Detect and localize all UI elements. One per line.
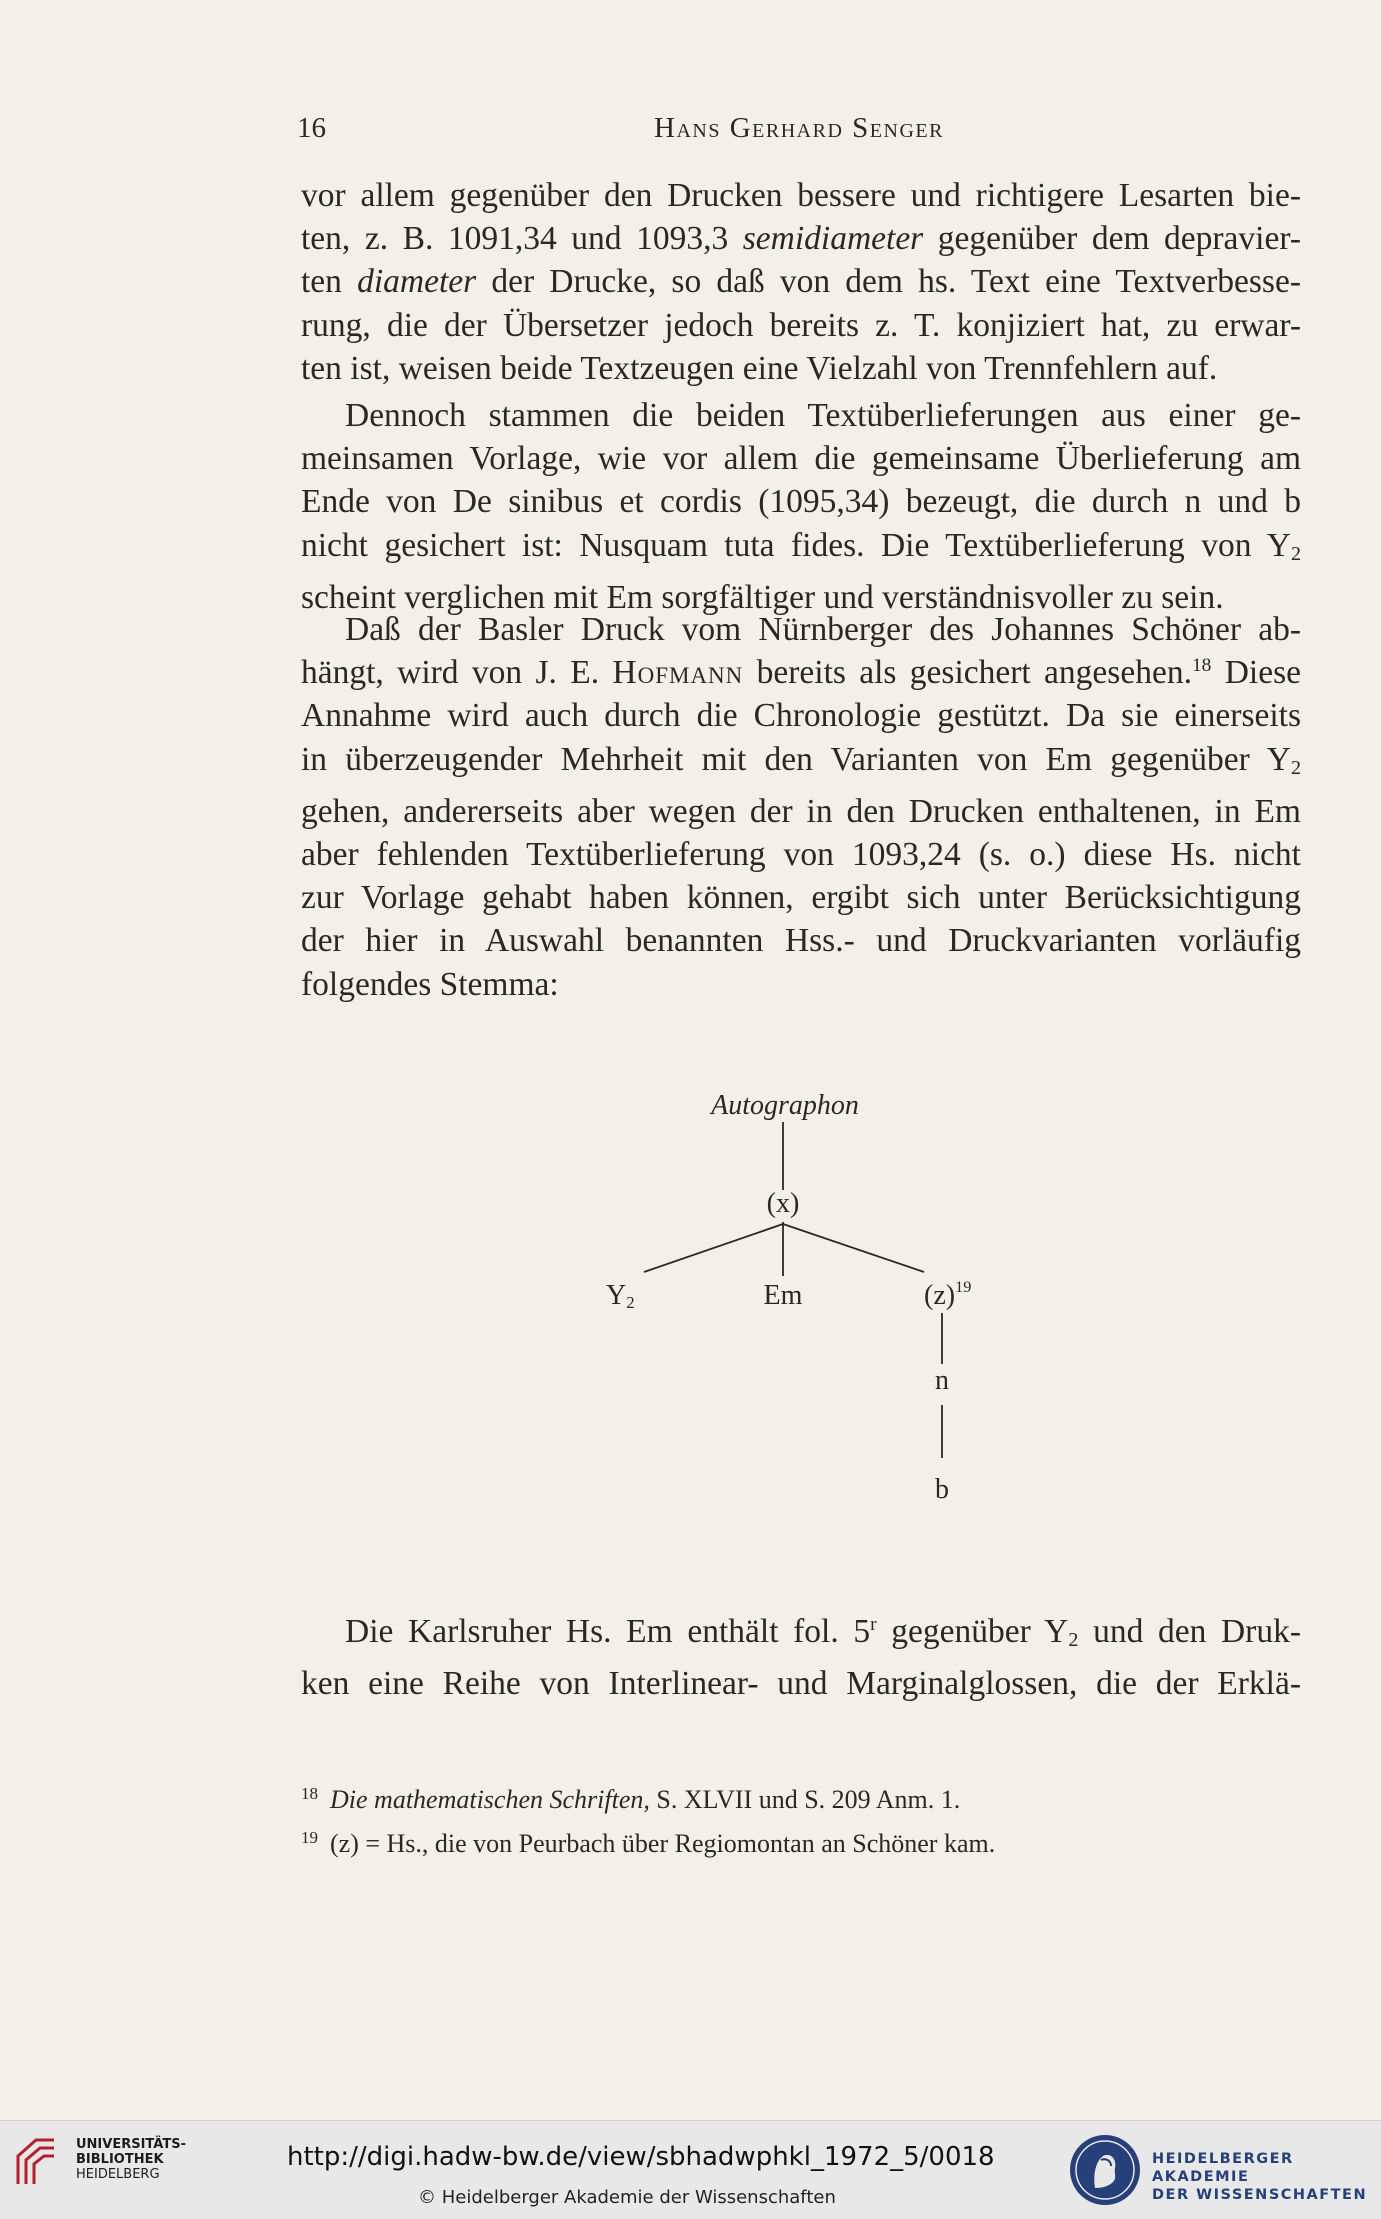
academy-name: HEIDELBERGER AKADEMIE DER WISSENSCHAFTEN [1152,2151,1368,2203]
stemma-node-y2: $Y_2$ [606,1280,635,1312]
author-name-smallcaps: Hofmann [612,654,744,692]
copyright-notice: © Heidelberger Akademie der Wissenschaften [418,2187,836,2208]
running-head-author: Hans Gerhard Senger [654,112,944,144]
academy-seal-icon[interactable] [1067,2132,1143,2208]
footnote-ref-18: 18 [1191,655,1212,677]
stemma-node-em: Em [763,1280,803,1311]
stemma-node-autographon: Autographon [711,1090,859,1121]
text-line: ten ist, weisen beide Textzeugen eine Vielzahl von Trennfehlern auf. [301,349,1218,387]
paragraph-3: Daß der Basler Druck vom Nürnberger des Johannes Schöner ab- hängt, wird von J. E. Hofmann bereits als gesichert angesehen.$^{18}$ Diese Annahme wird auch durch die Chronologie gestützt. Da sie einerseits in überzeugender Mehrheit mit den Varianten von Em gegenüber $Y_2$ gehen, andererseits aber wegen der in den Drucken enthaltenen, in Em aber fehlenden Textüberlieferung von 1093,24 (s. o.) diese Hs. nicht zur Vorlage gehabt haben können, ergibt sich unter Berücksichtigung der hier in Auswahl benannten Hss.- und Druckvarianten vorläufig folgendes Stemma: [301,611,1301,1003]
footnotes [301,1775,1301,1863]
paragraph-1: vor allem gegenüber den Drucken bessere und richtigere Lesarten bie- ten, z. B. 1091,34 und 1093,3 semidiameter gegenüber dem depravier- ten diameter der Drucke, so daß von dem hs. Text eine Textverbesse- rung, die der Übersetzer jedoch bereits z. T. konjiziert hat, zu erwar- ten ist, weisen beide Textzeugen eine Vielzahl von Trennfehlern auf. [301,177,1301,387]
page-number: 16 [297,112,326,144]
paragraph-2: Dennoch stammen die beiden Textüberlieferungen aus einer ge- meinsamen Vorlage, wie vor allem die gemeinsame Überlieferung am Ende von De sinibus et cordis (1095,34) bezeugt, die durch n und b nicht gesichert ist: Nusquam tuta fides. Die Textüberlieferung von $Y_2$ scheint verglichen mit Em sorgfältiger und verständnisvoller zu sein. [301,397,1301,616]
italic-term: diameter [357,263,477,301]
text-line: rung, die der Übersetzer jedoch bereits z. T. konjiziert hat, zu erwar- [301,306,1301,344]
footnote-18: $^{18}$ Die mathematischen Schriften, S. XLVII und S. 209 Anm. 1. [301,1784,961,1814]
stemma-node-x: (x) [766,1188,800,1219]
permalink-url[interactable]: http://digi.hadw-bw.de/view/sbhadwphkl_1972_5/0018 [287,2142,995,2172]
paragraph-4: Die Karlsruher Hs. Em enthält fol. 5$^r$ gegenüber $Y_2$ und den Druk- ken eine Reihe von Interlinear- und Marginalglossen, die der Erklä- [301,1613,1301,1703]
text-line: vor allem gegenüber den Drucken bessere und richtigere Lesarten bie- [301,177,1301,214]
stemma-node-b: b [935,1474,949,1505]
stemma-node-z: $(z)^{19}$ [924,1278,972,1311]
university-library-logo-icon[interactable] [14,2134,56,2190]
running-header [297,112,1301,152]
italic-term: semidiameter [742,220,924,258]
stemma-node-n: n [935,1365,949,1396]
university-library-name: UNIVERSITÄTS- BIBLIOTHEK HEIDELBERG [76,2137,186,2182]
footnote-19: $^{19}$ (z) = Hs., die von Peurbach über Regiomontan an Schöner kam. [301,1828,996,1858]
